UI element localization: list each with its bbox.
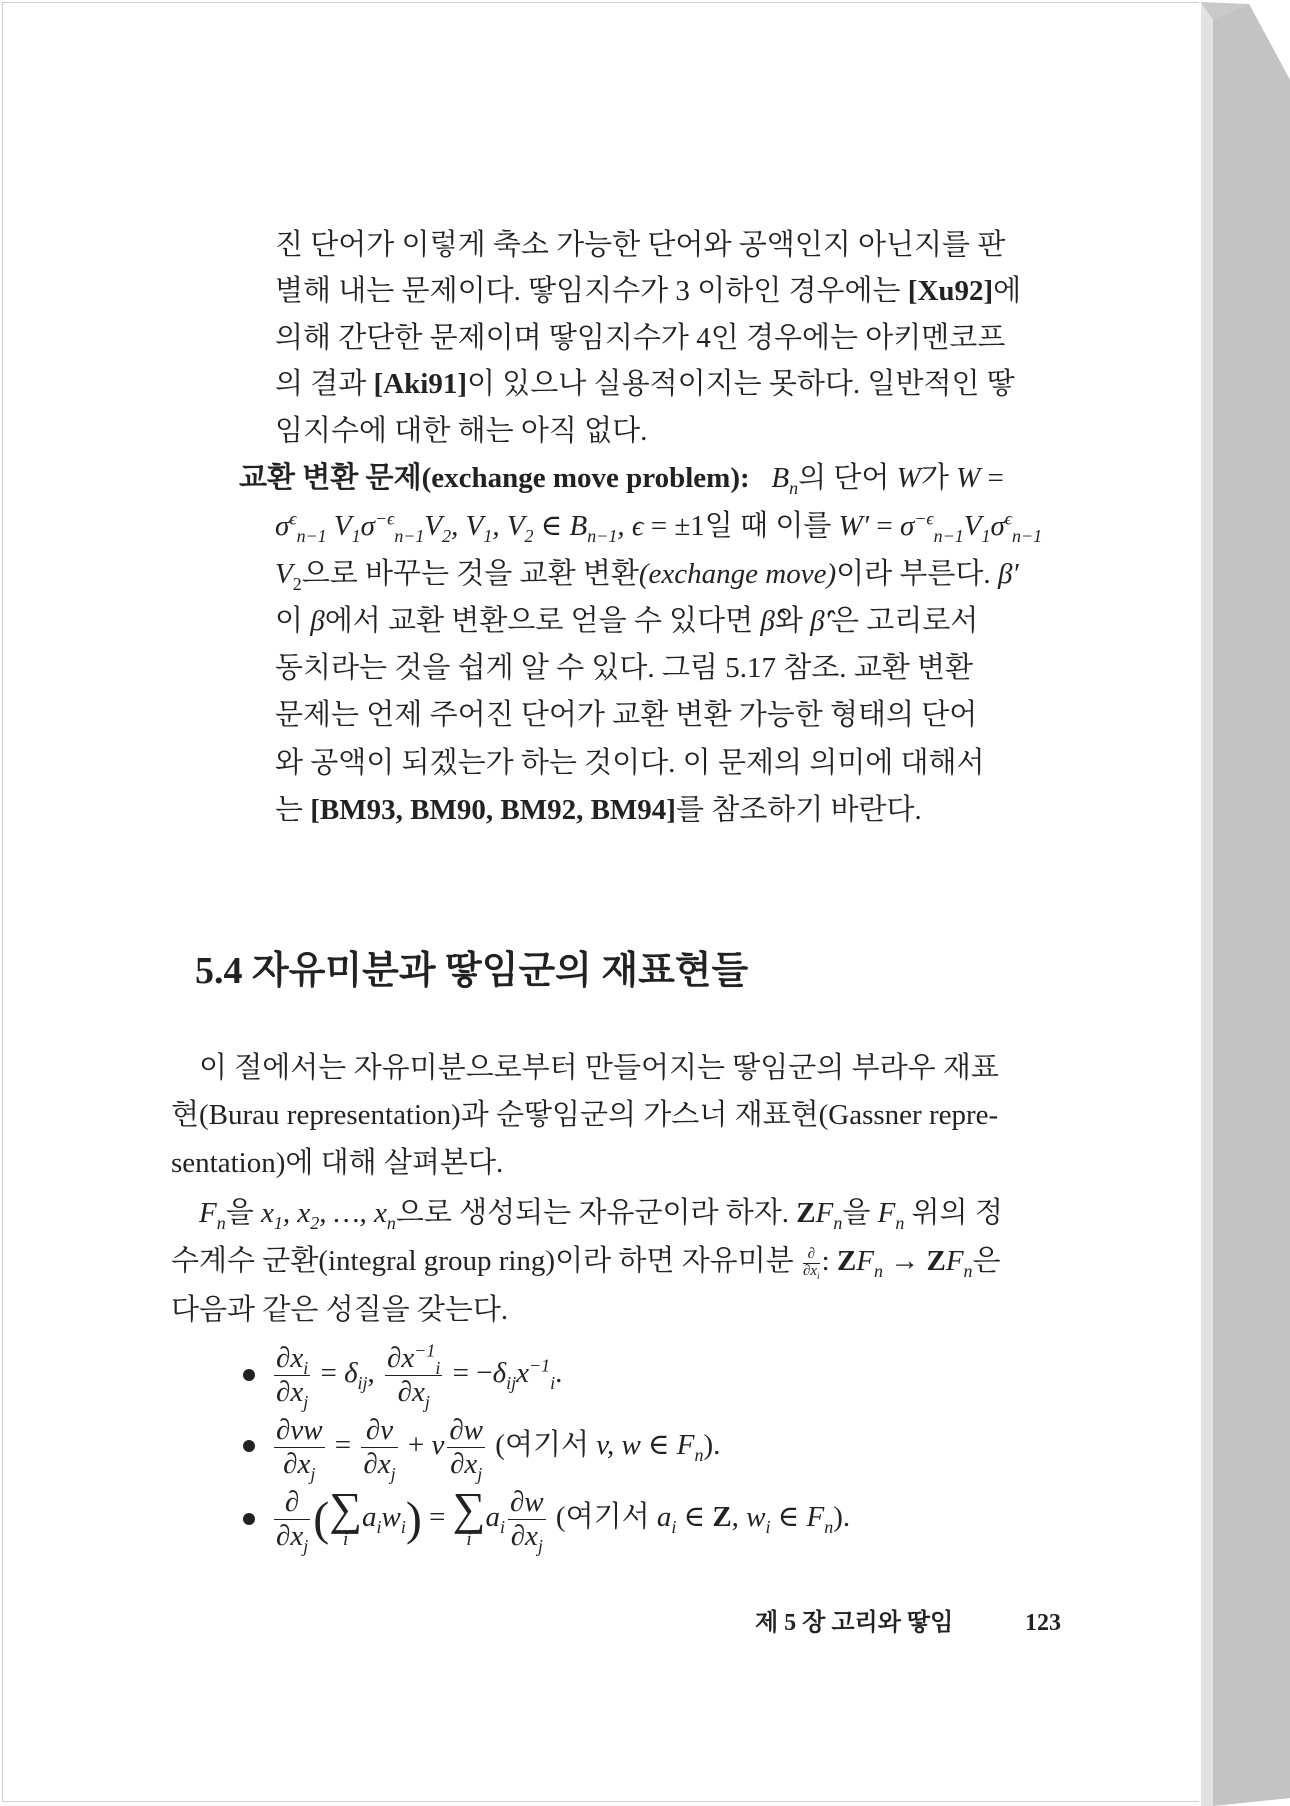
section-heading [195,946,748,996]
para1-line1: 진 단어가 이렇게 축소 가능한 단어와 공액인지 아닌지를 판 [275,229,1006,261]
para1-line4: 의 결과 [Aki91]이 있으나 실용적이지는 못하다. 일반적인 땋 [275,368,1015,400]
citation-aki91: [Aki91] [373,368,467,400]
bullet-marker [243,1440,255,1452]
exchange-line2: $\sigma^\epsilon_{n-1}$ $V_1\sigma^{-\epsilon}_{n-1}V_2$, $V_1$, $V_2$ ∈ $B_{n-1}$, ϵ = ±1일 때 이를 $W' = \sigma^{-\epsilon}_{n-1}V_1\sigma^\epsilon_{n-1}$ [275,508,1043,546]
exchange-line3: $V_2$으로 바꾸는 것을 교환 변환(exchange move)이라 부른다. β′ [275,558,1019,594]
page-number: 123 [1025,1610,1061,1636]
bullet-marker [243,1369,255,1381]
exchange-heading-line: 교환 변환 문제(exchange move problem): $B_n$의 단어 W가 W = [239,462,1004,498]
exchange-line6: 문제는 언제 주어진 단어가 교환 변환 가능한 형태의 단어 [275,699,978,731]
bullet3-formula: $\frac{\partial}{\partial x_j}$ ( ∑ i $a_iw_i$) = ∑ i $a_i$ $\frac{\partial w}{\partial x_j}$ (여기서 $a_i$ ∈ Z, $w_i$ ∈ $F_n$). [276,1483,851,1556]
citation-xu92: [Xu92] [907,275,994,307]
exchange-heading: 교환 변환 문제(exchange move problem): [239,462,750,494]
exchange-line7: 와 공액이 되겠는가 하는 것이다. 이 문제의 의미에 대해서 [275,747,985,779]
section-number: 5.4 [195,950,243,992]
para1-line2: 별해 내는 문제이다. 땋임지수가 3 이하인 경우에는 [Xu92]에 [275,275,1022,307]
para1-line3: 의해 간단한 문제이며 땋임지수가 4인 경우에는 아키멘코프 [275,322,1006,354]
intro-line1: 이 절에서는 자유미분으로부터 만들어지는 땋임군의 부라우 재표 [199,1052,999,1084]
citation-bm-series: [BM93, BM90, BM92, BM94] [310,794,676,826]
def-line1: $F_n$을 $x_1$, $x_2$, …, $x_n$으로 생성되는 자유군이라 하자. $ZF_n$을 $F_n$ 위의 정 [199,1197,1003,1233]
para1-line5: 임지수에 대한 해는 아직 없다. [275,415,648,447]
section-title: 자유미분과 땋임군의 재표현들 [252,950,749,992]
intro-line3: sentation)에 대해 살펴본다. [171,1147,504,1179]
def-line2: 수계수 군환(integral group ring)이라 하면 자유미분 ∂ $\partial x_i$ : $ZF_n \to ZF_n$은 [171,1245,1001,1282]
exchange-line8: 는 [BM93, BM90, BM92, BM94]를 참조하기 바란다. [275,794,922,826]
exchange-line4: 이 β에서 교환 변환으로 얻을 수 있다면 β̂와 β̂′은 고리로서 [275,605,979,637]
bullet1-formula: $\frac{\partial x_i}{\partial x_j}$ = $\delta_{ij}$, $\frac{\partial x^{-1}_i}{\partial x_j}$ = $-\delta_{ij}x^{-1}_i$. [276,1340,563,1412]
bullet2-formula: $\frac{\partial vw}{\partial x_j}$ = $\frac{\partial v}{\partial x_j}$ + v $\frac{\partial w}{\partial x_j}$ (여기서 v, w ∈ $F_n$). [276,1414,721,1484]
running-footer-chapter: 제 5 장 고리와 땋임 [755,1610,954,1636]
book-spine-edge [1199,0,1290,1806]
bullet-marker [243,1513,255,1525]
exchange-line5: 동치라는 것을 쉽게 알 수 있다. 그림 5.17 참조. 교환 변환 [275,652,974,684]
intro-line2: 현(Burau representation)과 순땋임군의 가스너 재표현(Gassner repre- [171,1099,999,1131]
def-line3: 다음과 같은 성질을 갖는다. [171,1294,509,1326]
book-page [2,2,1200,1802]
